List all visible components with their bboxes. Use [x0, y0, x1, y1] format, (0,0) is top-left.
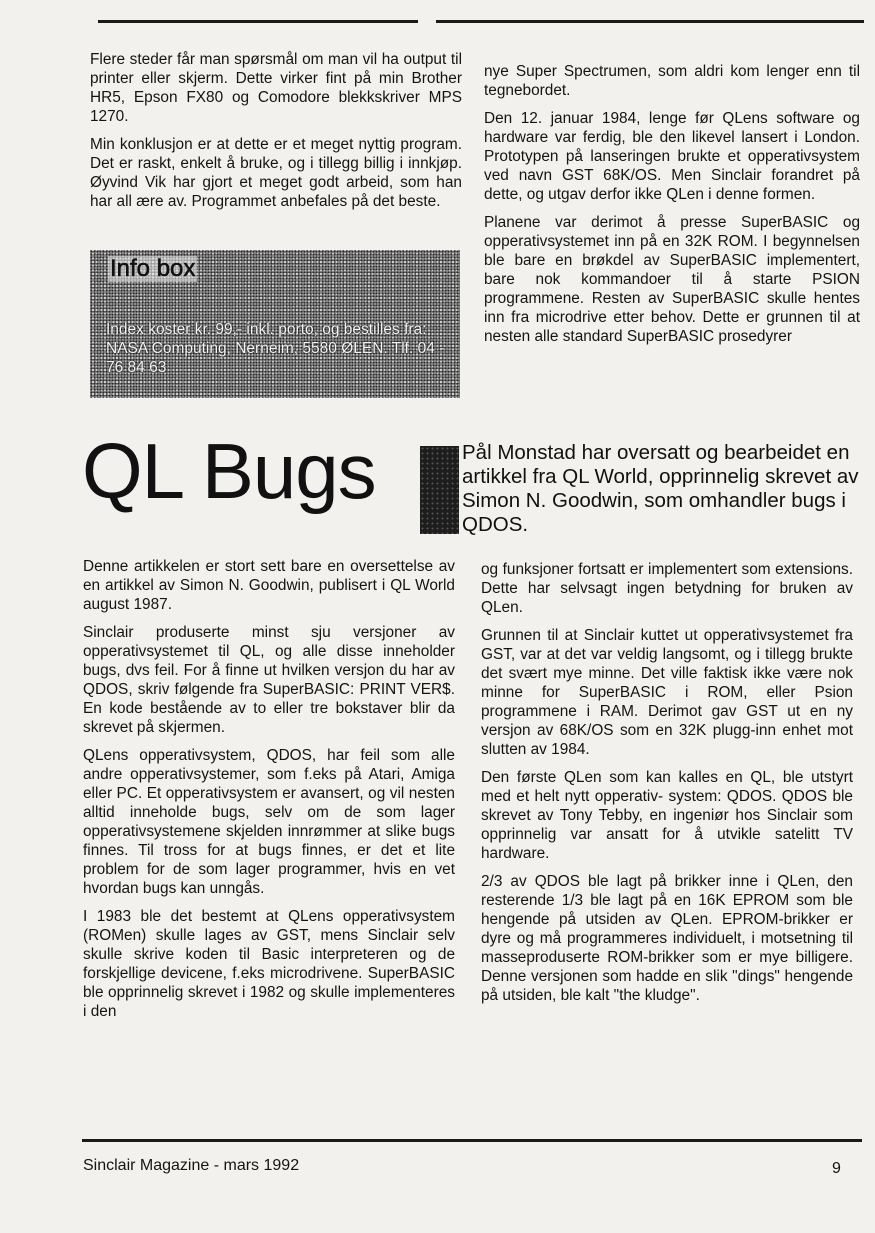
info-box	[90, 250, 460, 398]
info-box-text: Index koster kr. 99,- inkl. porto, og bestilles fra: NASA Computing, Nerneim, 5580 ØLEN. Tlf. 04 - 76 84 63	[106, 321, 445, 376]
article-intro: Pål Monstad har oversatt og bearbeidet en artikkel fra QL World, opprinnelig skrevet av Simon N. Goodwin, som omhandler bugs i QDOS.	[462, 441, 859, 536]
paragraph: Den 12. januar 1984, lenge før QLens software og hardware var ferdig, ble den likevel lansert i London. Prototypen på lanseringen brukte et opperativsystem ved navn GST 68K/OS. Men Sinclair forandret på dette, og utgav derfor ikke QLen i denne formen.	[484, 110, 860, 203]
paragraph: Min konklusjon er at dette er et meget nyttig program. Det er raskt, enkelt å bruke, og i tillegg billig i innkjøp. Øyvind Vik har gjort et meget godt arbeid, som han har all ære av. Programmet anbefales på det beste.	[90, 136, 462, 210]
bottom-right-column	[481, 560, 853, 1014]
top-left-column	[90, 50, 462, 220]
title-decoration-bar	[420, 446, 459, 534]
paragraph: Sinclair produserte minst sju versjoner av opperativsystemet til QL, og alle disse inneholder bugs, dvs feil. For å finne ut hvilken versjon du har av QDOS, skriv følgende fra SuperBASIC: PRINT VER$. En kode bestående av to eller tre bokstaver blir da skrevet på skjermen.	[83, 624, 455, 736]
paragraph: og funksjoner fortsatt er implementert som extensions. Dette har selvsagt ingen betydning for bruken av QLen.	[481, 561, 853, 616]
footer-rule	[82, 1139, 862, 1142]
info-box-title: Info box	[110, 255, 196, 282]
footer-publication: Sinclair Magazine - mars 1992	[83, 1157, 300, 1174]
paragraph: Den første QLen som kan kalles en QL, ble utstyrt med et helt nytt opperativ- system: QDOS. QDOS ble skrevet av Tony Tebby, en ingeniør hos Sinclair som opprinnelig var ansatt for å utvikle satelitt TV hardware.	[481, 769, 853, 862]
paragraph: Planene var derimot å presse SuperBASIC og opperativsystemet inn på en 32K ROM. I begynnelsen ble bare en brøkdel av SuperBASIC implementert, bare nok kommandoer til å starte PSION programmene. Resten av SuperBASIC skulle hentes inn fra microdrive etter behov. Dette er grunnen til at nesten alle standard SuperBASIC prosedyrer	[484, 214, 860, 345]
article-title: QL Bugs	[82, 427, 376, 515]
page-number: 9	[832, 1160, 841, 1177]
top-right-column	[484, 62, 860, 355]
paragraph: Grunnen til at Sinclair kuttet ut opperativsystemet fra GST, var at det var veldig langsomt, og i tillegg brukte det svært mye minne. Det ville faktisk ikke være nok minne for SuperBASIC i ROM, eller Psion programmene i RAM. Derimot gav GST ut en ny versjon av 68K/OS som en 32K plugg-inn enhet mot slutten av 1984.	[481, 627, 853, 758]
paragraph: nye Super Spectrumen, som aldri kom lenger enn til tegnebordet.	[484, 63, 860, 99]
top-rule-left	[98, 20, 418, 23]
paragraph: I 1983 ble det bestemt at QLens opperativsystem (ROMen) skulle lages av GST, mens Sinclair selv skulle skrive koden til Basic interpreteren og de forskjellige devicene, f.eks microdrivene. SuperBASIC ble opprinnelig skrevet i 1982 og skulle implementeres i den	[83, 908, 455, 1020]
top-rule-right	[436, 20, 864, 23]
paragraph: Denne artikkelen er stort sett bare en oversettelse av en artikkel av Simon N. Goodwin, publisert i QL World august 1987.	[83, 558, 455, 613]
paragraph: Flere steder får man spørsmål om man vil ha output til printer eller skjerm. Dette virker fint på min Brother HR5, Epson FX80 og Comodore blekkskriver MPS 1270.	[90, 51, 462, 125]
bottom-left-column	[83, 557, 455, 1030]
paragraph: QLens opperativsystem, QDOS, har feil som alle andre opperativsystemer, som f.eks på Atari, Amiga eller PC. Et opperativsystem er avansert, og vil nesten alltid inneholde bugs, selv om de som lager opperativsystemene skjelden innrømmer at slike bugs finnes. Til tross for at bugs finnes, er det et lite problem for de som lager programmer, hvis en vet hvordan bugs kan unngås.	[83, 747, 455, 897]
paragraph: 2/3 av QDOS ble lagt på brikker inne i QLen, den resterende 1/3 ble lagt på en 16K EPROM som ble hengende på utsiden av QLen. EPROM-brikker er dyre og må programmeres individuelt, i motsetning til masseproduserte ROM-brikker som er mye billigere. Denne versjonen som hadde en slik "dings" hengende på utsiden, ble kalt "the kludge".	[481, 873, 853, 1004]
